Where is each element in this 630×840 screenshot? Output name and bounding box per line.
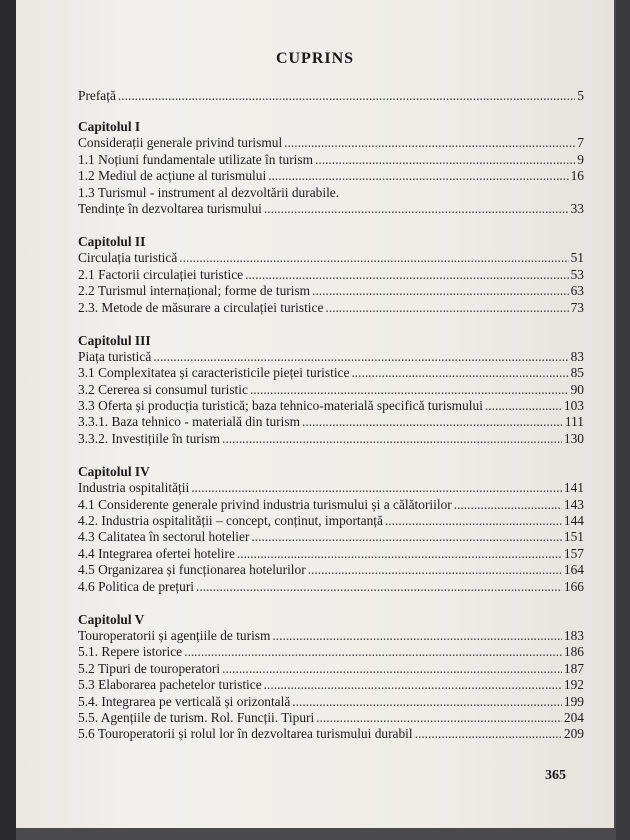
- toc-entry: [78, 300, 584, 316]
- entry-page: 85: [570, 365, 584, 381]
- dot-leader: [292, 694, 562, 710]
- entry-text: Industria ospitalității: [78, 480, 190, 496]
- toc-entry: [78, 382, 584, 398]
- entry-text: 4.4 Integrarea ofertei hotelire: [78, 545, 235, 561]
- dot-leader: [268, 168, 568, 184]
- entry-text: 4.3 Calitatea în sectorul hotelier: [78, 529, 250, 545]
- toc-entry: [78, 431, 584, 447]
- toc-entry: [78, 365, 584, 381]
- entry-text: 3.2 Cererea si consumul turistic: [78, 381, 248, 397]
- entry-text: Touroperatorii și agențiile de turism: [78, 627, 271, 643]
- entry-page: 53: [570, 266, 584, 282]
- toc-entry: [78, 398, 584, 414]
- table-of-contents: [78, 88, 584, 743]
- dot-leader: [454, 497, 562, 513]
- entry-page: 199: [563, 693, 584, 709]
- dot-leader: [184, 644, 562, 660]
- entry-text: 2.1 Factorii circulației turistice: [78, 266, 244, 282]
- dot-leader: [153, 349, 568, 365]
- chapter-heading: Capitolul I: [78, 119, 141, 135]
- toc-entry: [78, 546, 584, 562]
- toc-entry: [78, 513, 584, 529]
- toc-entry: [78, 694, 584, 710]
- entry-text: 4.5 Organizarea și funcționarea hotelurilor: [78, 562, 306, 578]
- toc-entry: [78, 201, 584, 217]
- dot-leader: [272, 628, 561, 644]
- entry-text: 5.3 Elaborarea pachetelor turistice: [78, 677, 262, 693]
- dot-leader: [315, 152, 575, 168]
- entry-page: 63: [570, 283, 584, 299]
- toc-entry: [78, 726, 584, 742]
- dot-leader: [308, 562, 562, 578]
- dot-leader: [284, 135, 575, 151]
- dot-leader: [316, 710, 562, 726]
- toc-entry: [78, 562, 584, 578]
- dot-leader: [415, 726, 562, 742]
- entry-text: 5.1. Repere istorice: [78, 644, 183, 660]
- page-number: 365: [545, 768, 566, 783]
- page-title: CUPRINS: [275, 50, 355, 67]
- entry-text: 5.2 Tipuri de touroperatori: [78, 660, 221, 676]
- entry-text: 3.3.1. Baza tehnico - materială din turism: [78, 414, 300, 430]
- entry-text: 3.1 Complexitatea și caracteristicile pieței turistice: [78, 365, 350, 381]
- chapter-heading: Capitolul V: [78, 611, 145, 627]
- entry-page: 73: [570, 299, 584, 315]
- entry-text: 3.3 Oferta și producția turistică; baza tehnico-materială specifică turismului: [78, 398, 483, 414]
- entry-text: 1.1 Noțiuni fundamentale utilizate în turism: [78, 151, 314, 167]
- entry-page: 187: [563, 660, 584, 676]
- dot-leader: [325, 300, 568, 316]
- entry-text: 3.3.2. Investițiile în turism: [78, 430, 221, 446]
- entry-page: 33: [570, 200, 584, 216]
- chapter-heading: Capitolul II: [78, 234, 146, 250]
- book-page: [16, 0, 614, 828]
- chapter-heading: Capitolul IV: [78, 464, 150, 480]
- entry-page: 144: [563, 513, 584, 529]
- entry-text: Tendințe în dezvoltarea turismului: [78, 200, 262, 216]
- entry-text: 1.2 Mediul de acțiune al turismului: [78, 168, 267, 184]
- dot-leader: [302, 414, 563, 430]
- entry-text: 4.6 Politica de prețuri: [78, 578, 195, 594]
- dot-leader: [264, 201, 569, 217]
- book-edge-right: [616, 0, 630, 840]
- entry-page: 111: [564, 414, 584, 430]
- toc-entry: [78, 529, 584, 545]
- toc-entry: [78, 644, 584, 660]
- entry-page: 5: [577, 88, 584, 103]
- entry-page: 151: [563, 529, 584, 545]
- dot-leader: [179, 250, 568, 266]
- toc-entry: [78, 185, 584, 201]
- entry-page: 9: [577, 151, 584, 167]
- dot-leader: [251, 529, 561, 545]
- entry-page: 183: [563, 627, 584, 643]
- toc-entry: [78, 661, 584, 677]
- toc-entry: [78, 349, 584, 365]
- entry-page: 7: [577, 135, 584, 151]
- toc-entry: [78, 152, 584, 168]
- entry-text: 5.5. Agențiile de turism. Rol. Funcții. Tipuri: [78, 709, 315, 725]
- dot-leader: [191, 480, 562, 496]
- dot-leader: [118, 88, 575, 104]
- entry-page: 143: [563, 496, 584, 512]
- entry-page: 130: [563, 430, 584, 446]
- dot-leader: [485, 398, 562, 414]
- entry-page: 51: [570, 250, 584, 266]
- entry-page: 90: [570, 381, 584, 397]
- entry-text: 2.2 Turismul internațional; forme de turism: [78, 283, 311, 299]
- dot-leader: [222, 661, 562, 677]
- entry-page: 166: [563, 578, 584, 594]
- entry-page: 103: [563, 398, 584, 414]
- toc-entry: [78, 250, 584, 266]
- dot-leader: [385, 513, 562, 529]
- chapter-heading: Capitolul III: [78, 332, 151, 348]
- toc-entry: [78, 677, 584, 693]
- dot-leader: [245, 267, 569, 283]
- entry-text: Circulația turistică: [78, 250, 178, 266]
- dot-leader: [250, 382, 569, 398]
- entry-text: 4.2. Industria ospitalității – concept, conținut, importanță: [78, 513, 383, 529]
- toc-entry: [78, 628, 584, 644]
- dot-leader: [222, 431, 562, 447]
- entry-page: 83: [570, 348, 584, 364]
- entry-page: 16: [570, 168, 584, 184]
- toc-entry: [78, 135, 584, 151]
- entry-text: 5.4. Integrarea pe verticală și orizontală: [78, 693, 291, 709]
- toc-entry: [78, 168, 584, 184]
- toc-entry: [78, 579, 584, 595]
- entry-page: 209: [563, 726, 584, 742]
- entry-text: Piața turistică: [78, 348, 152, 364]
- entry-page: 141: [563, 480, 584, 496]
- entry-page: 204: [563, 709, 584, 725]
- dot-leader: [196, 579, 562, 595]
- dot-leader: [312, 283, 569, 299]
- entry-text: 2.3. Metode de măsurare a circulației turistice: [78, 299, 324, 315]
- entry-text: 4.1 Considerente generale privind industria turismului și a călătoriilor: [78, 496, 452, 512]
- dot-leader: [264, 677, 562, 693]
- dot-leader: [237, 546, 562, 562]
- entry-page: 186: [563, 644, 584, 660]
- toc-entry: [78, 283, 584, 299]
- preface-entry: [78, 88, 584, 104]
- toc-entry: [78, 480, 584, 496]
- book-spine-shadow: [0, 0, 16, 840]
- entry-text: Considerații generale privind turismul: [78, 135, 283, 151]
- entry-text: 1.3 Turismul - instrument al dezvoltării durabile.: [78, 184, 340, 200]
- entry-page: 164: [563, 562, 584, 578]
- toc-entry: [78, 267, 584, 283]
- entry-page: 157: [563, 545, 584, 561]
- toc-entry: [78, 710, 584, 726]
- dot-leader: [351, 365, 568, 381]
- entry-text: Prefață: [78, 88, 116, 103]
- toc-entry: [78, 414, 584, 430]
- entry-text: 5.6 Touroperatorii și rolul lor în dezvoltarea turismului durabil: [78, 726, 413, 742]
- toc-entry: [78, 497, 584, 513]
- entry-page: 192: [563, 677, 584, 693]
